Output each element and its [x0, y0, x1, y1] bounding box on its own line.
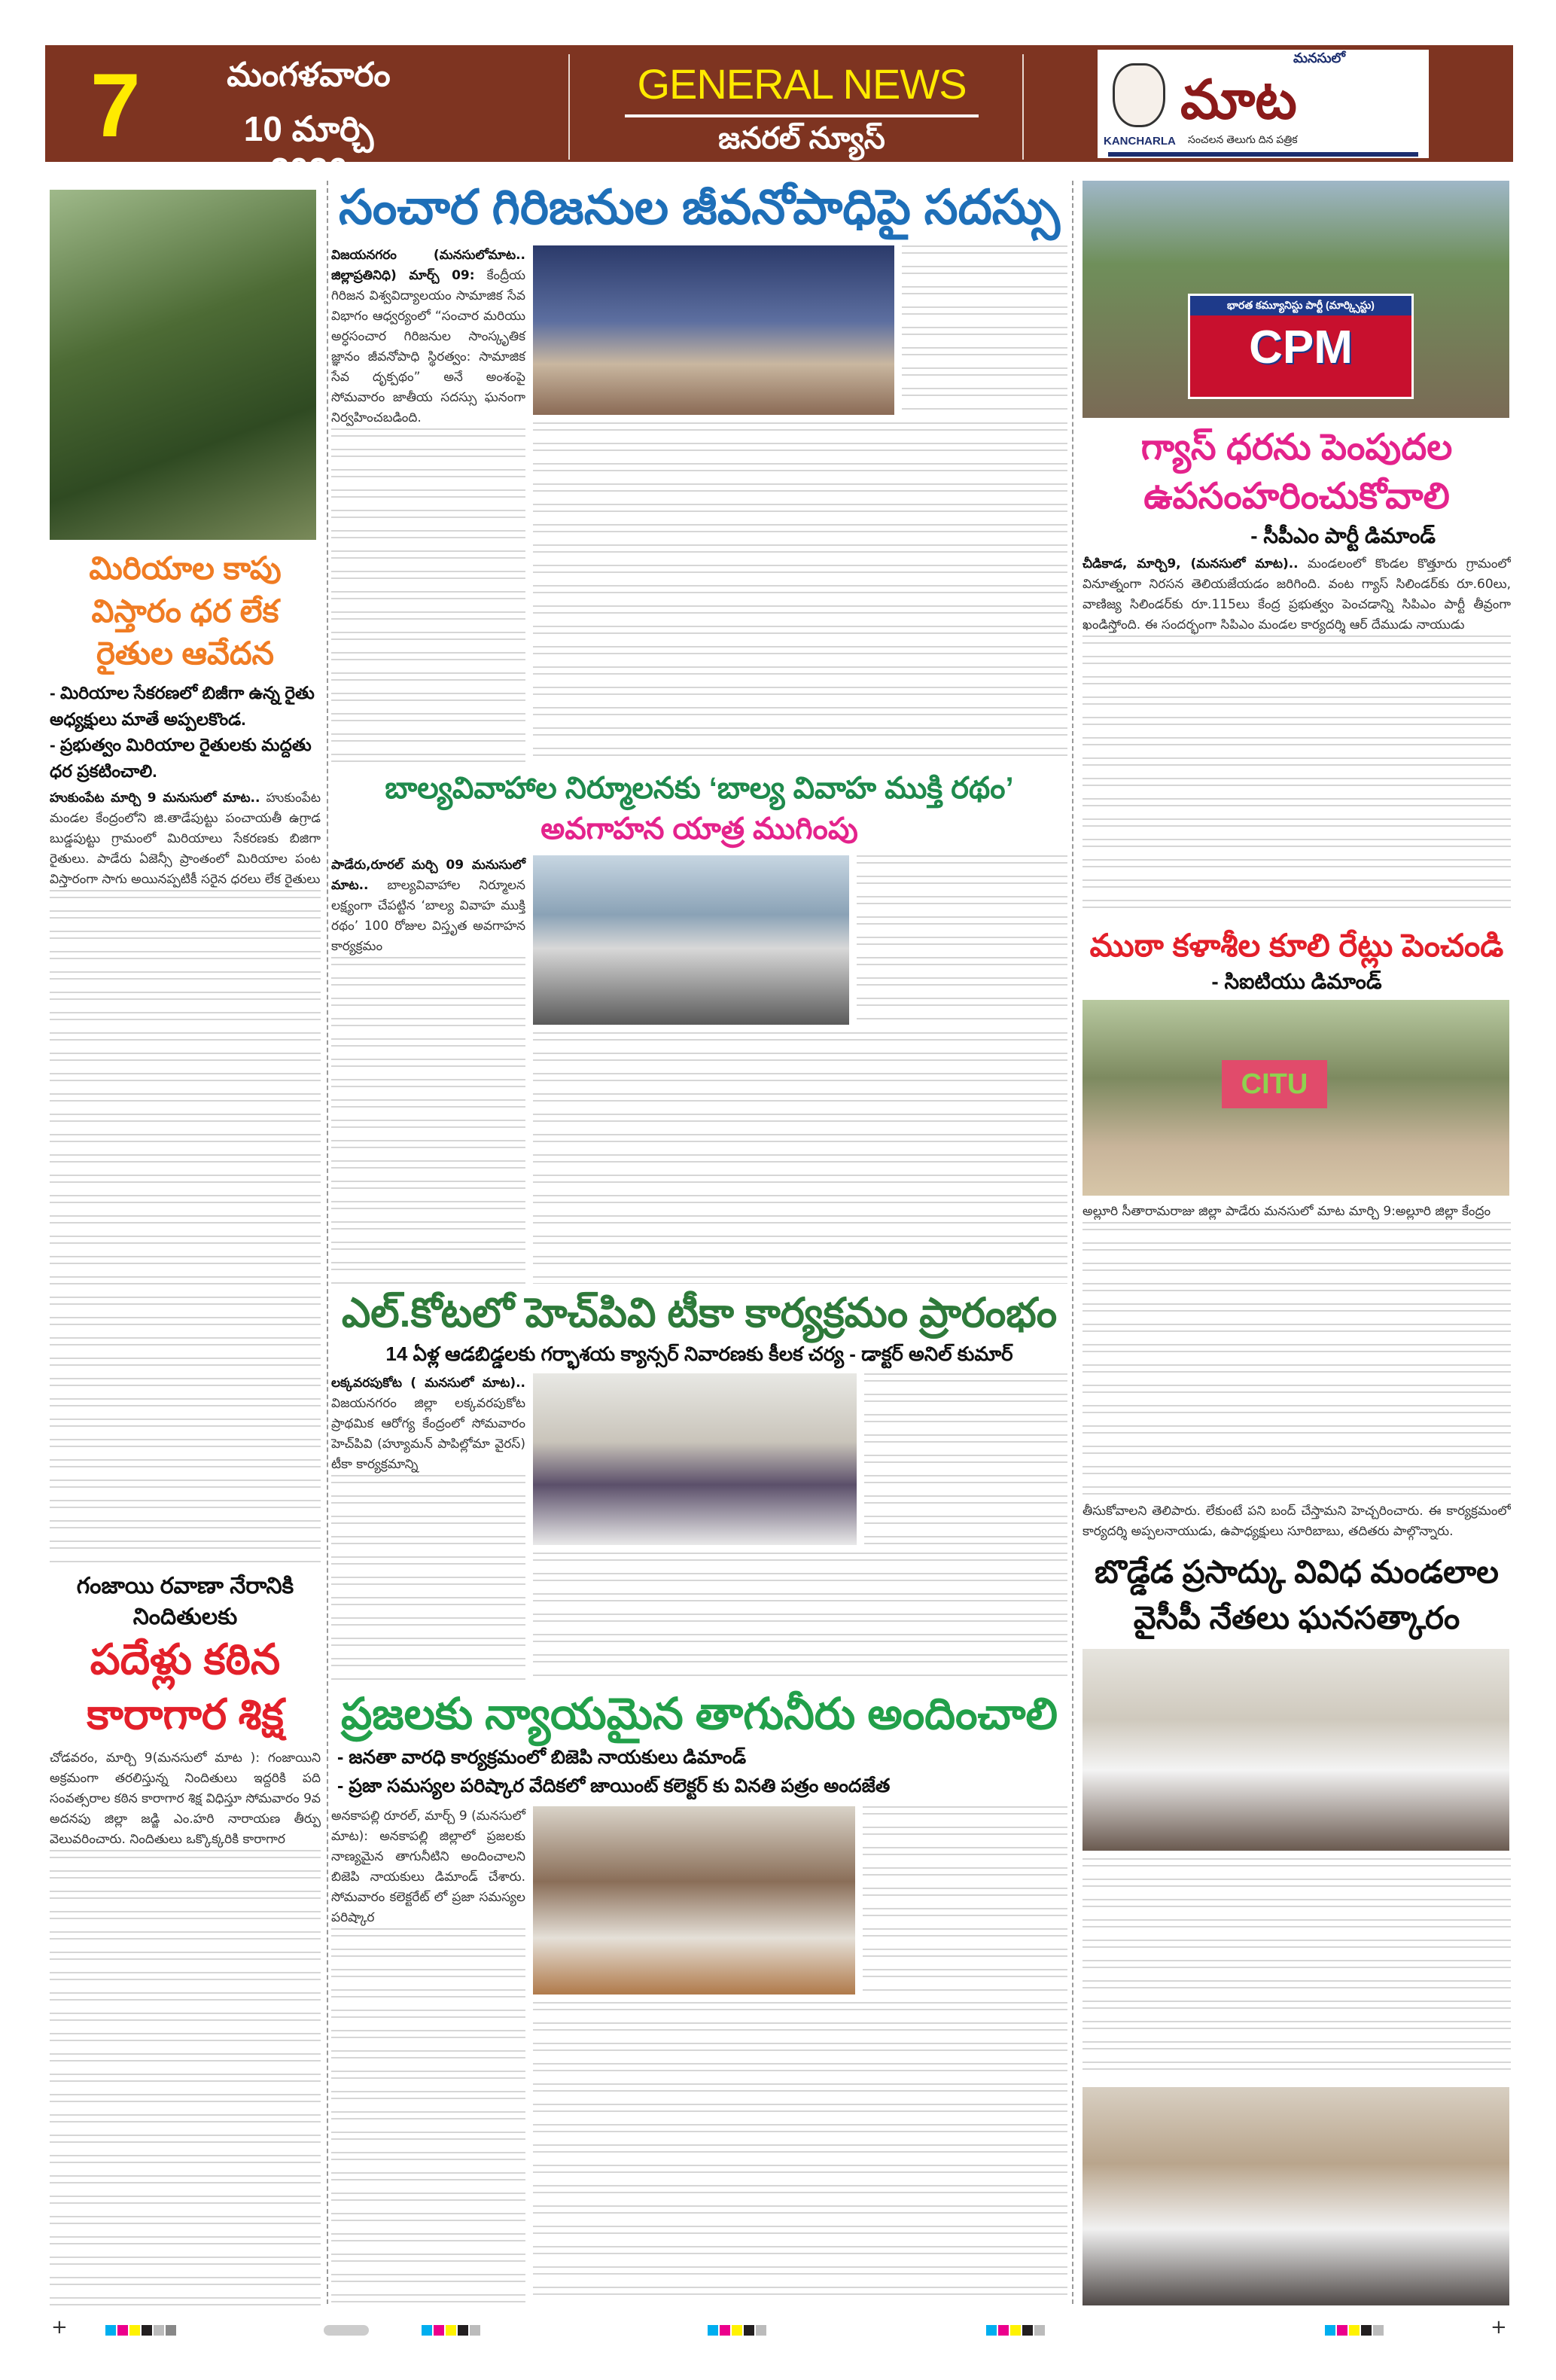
pepper-story	[50, 190, 321, 1564]
issue-date: 10 మార్చి 2026	[243, 109, 374, 190]
cpm-headline: గ్యాస్ ధరను పెంపుదల ఉపసంహరించుకోవాలి	[1140, 428, 1453, 517]
bullet: - ప్రభుత్వం మిరియాల రైతులకు మద్దతు ధర ప్రకటించాలి.	[50, 735, 312, 781]
text-continuation	[533, 422, 1067, 763]
print-registration-strip	[45, 2316, 1513, 2339]
banner-text: భారత కమ్యూనిస్టు పార్టీ (మార్క్సిస్టు)	[1190, 296, 1411, 315]
seminar-photo-row	[533, 245, 1067, 415]
hpv-headline: ఎల్.కోటలో హెచ్‌పివి టీకా కార్యక్రమం ప్రారంభం	[341, 1291, 1058, 1336]
felicitation-photo	[1083, 1649, 1509, 1851]
section-title-en: GENERAL NEWS	[637, 60, 967, 108]
hpv-story	[331, 1286, 1067, 1681]
hpv-content	[331, 1373, 1067, 1681]
ysrcp-story	[1083, 1550, 1511, 2305]
text-continuation	[50, 890, 321, 1564]
section-title-te: జనరల్ న్యూస్	[718, 122, 885, 155]
article-paragraph	[331, 855, 525, 957]
article-text: కేంద్రీయ గిరిజన విశ్వవిద్యాలయం సామాజిక సేవ విభాగం ఆధ్వర్యంలో “సంచార మరియు అర్ధసంచార గిరిజనుల సాంస్కృతిక జ్ఞానం జీవనోపాధి స్థిరత్వం: సామాజిక సేవ దృక్పథం” అనే అంశంపై సోమవారం జాతీయ సదస్సు ఘనంగా నిర్వహించబడింది.	[331, 268, 525, 426]
text-continuation	[1083, 635, 1511, 920]
article-paragraph	[1083, 554, 1511, 635]
logo-title: మాట	[1180, 70, 1297, 130]
article-paragraph	[331, 1806, 525, 1928]
pepper-article-body	[50, 788, 321, 1564]
cpm-story	[1083, 181, 1511, 920]
water-content	[331, 1806, 1067, 2306]
color-bar	[708, 2322, 768, 2336]
water-headline: ప్రజలకు న్యాయమైన తాగునీరు అందించాలి	[340, 1690, 1058, 1739]
hpv-article-body	[331, 1373, 525, 1681]
hpv-subheadline: 14 ఏళ్ల ఆడబిడ్డలకు గర్భాశయ క్యాన్సర్ నివారణకు కీలక చర్య - డాక్టర్ అనిల్ కుమార్	[385, 1342, 1013, 1365]
ysrcp-headline: బొడ్డేడ ప్రసాద్కు వివిధ మండలాల వైసీపీ నేతలు ఘనసత్కారం	[1095, 1554, 1499, 1635]
hpv-photo-row	[533, 1373, 1067, 1545]
seminar-side	[533, 245, 1067, 763]
cpm-banner	[1188, 294, 1414, 399]
water-photo-row	[533, 1806, 1067, 1995]
page-number: 7	[90, 55, 141, 156]
ysrcp-group-photo	[1083, 2087, 1509, 2305]
pepper-bullets	[50, 680, 321, 784]
dateline: చోడవరం, మార్చి 9(మనసులో మాట ):	[50, 1750, 260, 1766]
text-continuation	[50, 1850, 321, 2305]
text-continuation	[331, 957, 525, 1284]
child-marriage-subheadline: అవగాహన యాత్ర ముగింపు	[540, 812, 858, 846]
text-continuation	[533, 1553, 1067, 1681]
divider	[568, 54, 570, 160]
ganja-article-body	[50, 1748, 321, 2305]
child-marriage-article-body	[331, 855, 525, 1284]
citu-article-body	[1083, 1202, 1511, 1542]
issue-day: మంగళవారం	[227, 56, 391, 93]
child-marriage-headline: బాల్యవివాహాల నిర్మూలనకు ‘బాల్య వివాహ ముక్తి రథం’	[385, 772, 1014, 805]
text-continuation	[864, 1373, 1067, 1545]
article-paragraph	[50, 1748, 321, 1850]
portrait-icon	[1113, 63, 1165, 127]
cpm-protest-photo	[1083, 181, 1509, 418]
column-divider	[1072, 181, 1073, 2304]
logo-tagline: సంచలన తెలుగు దిన పత్రిక	[1188, 133, 1298, 145]
citu-banner: CITU	[1222, 1060, 1327, 1108]
water-story	[331, 1685, 1067, 2306]
dateline: అనకాపల్లి రూరల్, మార్చ్ 9 (మనసులో మాట):	[331, 1809, 525, 1845]
color-bar	[986, 2322, 1046, 2336]
water-article-body	[331, 1806, 525, 2306]
text-continuation	[533, 1032, 1067, 1284]
newspaper-logo	[1098, 50, 1429, 158]
seminar-article-body	[331, 245, 525, 763]
text-continuation	[331, 1475, 525, 1681]
article-text: గంజాయిని అక్రమంగా తరలిస్తున్న నిందితులు ఇద్దరికి పది సంవత్సరాల కఠిన కారాగార శిక్ష విధిస్తూ సోమవారం 9వ అదనపు జిల్లా జడ్జి ఎం.హరి నారాయణ తీర్పు వెలువరించారు. నిందితులు ఒక్కొక్కరికి కారాగార	[50, 1750, 321, 1847]
article-text: హుకుంపేట మండల కేంద్రంలోని జి.తాడేపుట్టు పంచాయతీ ఉగ్రాడ బుడ్డపుట్టు గ్రామంలో మిరియాలు సేకరణకు బిజిగా రైతులు. పాడేరు ఏజెన్సీ ప్రాంతంలో మిరియాల పంట విస్తారంగా సాగు అయినప్పటికీ సరైన ధరలు లేక రైతులు	[50, 791, 321, 888]
logo-prefix: మనసులో	[1293, 50, 1346, 66]
child-marriage-story	[331, 768, 1067, 1284]
dateline: చీడికాడ, మార్చి9, (మనసులో మాట)..	[1083, 556, 1299, 572]
bullet: - మిరియాల సేకరణలో బిజీగా ఉన్న రైతు అధ్యక్షులు మాతే అప్పలకొండ.	[50, 683, 315, 729]
article-text: అనకాపల్లి జిల్లాలో ప్రజలకు నాణ్యమైన తాగునీటిని అందించాలని బిజెపి నాయకులు డిమాండ్ చేశారు. సోమవారం కలెక్టరేట్ లో ప్రజా సమస్యల పరిష్కార	[331, 1829, 525, 1926]
ganja-headline: పదేళ్లు కఠిన కారాగార శిక్ష	[87, 1635, 284, 1738]
child-marriage-content	[331, 855, 1067, 1284]
color-bar	[105, 2322, 178, 2336]
article-text: బాల్యవివాహాల నిర్మూలన లక్ష్యంగా చేపట్టిన ‘బాల్య వివాహ ముక్తి రథం’ 100 రోజుల విస్తృత అవగాహన కార్యక్రమం	[331, 878, 525, 954]
dateline: విజయనగరం (మనసులోమాట.. జిల్లాప్రతినిధి) మార్చ్ 09:	[331, 248, 525, 284]
water-side	[533, 1806, 1067, 2306]
child-marriage-side	[533, 855, 1067, 1284]
seminar-story	[331, 175, 1067, 763]
text-continuation	[857, 855, 1067, 1025]
water-bullets	[331, 1744, 1067, 1800]
color-bar	[1325, 2322, 1385, 2336]
text-continuation	[902, 245, 1067, 415]
seminar-content	[331, 245, 1067, 763]
bullet: - జనతా వారధి కార్యక్రమంలో బిజెపి నాయకులు డిమాండ్	[337, 1747, 747, 1769]
hpv-side	[533, 1373, 1067, 1681]
vaccination-photo	[533, 1373, 857, 1545]
dateline: లక్కవరపుకోట ( మనసులో మాట)..	[331, 1375, 525, 1391]
ysrcp-article-body	[1083, 1858, 1511, 2080]
awareness-rally-photo	[533, 855, 849, 1025]
ganja-kicker: గంజాయి రవాణా నేరానికి నిందితులకు	[76, 1574, 294, 1629]
text-continuation	[1083, 1222, 1511, 1501]
seminar-headline: సంచార గిరిజనుల జీవనోపాధిపై సదస్సు	[338, 180, 1061, 234]
cpm-subheadline: - సీపీఎం పార్టీ డిమాండ్	[1250, 523, 1436, 547]
divider	[1022, 54, 1024, 160]
bullet: - ప్రజా సమస్యల పరిష్కార వేదికలో జాయింట్ కలెక్టర్ కు వినతి పత్రం అందజేత	[337, 1775, 891, 1796]
pepper-headline: మిరియాల కాపు విస్తారం ధర లేక రైతుల ఆవేదన	[89, 550, 282, 672]
ganja-story	[50, 1571, 321, 2305]
citu-article-closing: తీసుకోవాలని తెలిపారు. లేకుంటే పని బంద్ చేస్తామని హెచ్చరించారు. ఈ కార్యక్రమంలో కార్యదర్శి అప్పలనాయుడు, ఉపాధ్యక్షులు సూరిబాబు, తదితరు పాల్గొన్నారు.	[1083, 1504, 1511, 1539]
citu-protest-photo	[1083, 1000, 1509, 1196]
color-bar	[324, 2322, 370, 2336]
article-paragraph	[331, 245, 525, 428]
text-continuation	[533, 2002, 1067, 2306]
crop-mark-icon: +	[51, 2316, 68, 2339]
dateline: పాడేరు,రూరల్ మర్చి 09 మనుసులో మాట..	[331, 858, 525, 893]
article-text: విజయనగరం జిల్లా లక్కవరపుకోట ప్రాథమిక ఆరోగ్య కేంద్రంలో సోమవారం హెచ్‌పివి (హ్యూమన్ పాపిల్లోమా వైరస్) టీకా కార్యక్రమాన్ని	[331, 1395, 525, 1472]
column-divider	[327, 181, 328, 2304]
masthead	[45, 45, 1513, 190]
pepper-plant-photo	[50, 190, 316, 540]
banner-text: CPM	[1249, 321, 1353, 373]
dateline: హుకుంపేట మార్చి 9 మనుసులో మాట..	[50, 791, 260, 806]
article-paragraph	[50, 788, 321, 890]
crop-mark-icon: +	[1491, 2316, 1507, 2339]
divider	[625, 114, 979, 117]
cpm-article-body	[1083, 554, 1511, 920]
bjp-leaders-photo	[533, 1806, 855, 1995]
logo-name: KANCHARLA	[1104, 135, 1176, 148]
article-text: అల్లూరి సీతారామరాజు జిల్లా పాడేరు మనసులో మాట మార్చి 9:అల్లూరి జిల్లా కేంద్రం	[1083, 1204, 1491, 1220]
color-bar	[422, 2322, 482, 2336]
article-paragraph	[331, 1373, 525, 1475]
seminar-photo	[533, 245, 894, 415]
article-text: మండలంలో కొండల కొత్తూరు గ్రామంలో వినూత్నంగా నిరసన తెలియజేయడం జరిగింది. వంట గ్యాస్ సిలిండర్‌కు రూ.60లు, వాణిజ్య సిలిండర్‌కు రూ.115లు కేంద్ర ప్రభుత్వం పెంచడాన్ని సిపిఎం పార్టీ తీవ్రంగా ఖండిస్తోంది. ఈ సందర్భంగా సిపిఎం మండల కార్యదర్శి ఆర్ దేముడు నాయుడు	[1083, 556, 1511, 633]
text-continuation	[331, 1928, 525, 2306]
text-continuation	[863, 1806, 1067, 1995]
text-continuation	[331, 428, 525, 763]
text-continuation	[1083, 1858, 1511, 2080]
citu-subheadline: - సిఐటియు డిమాండ్	[1211, 969, 1382, 993]
child-marriage-photo-row	[533, 855, 1067, 1025]
citu-headline: ముఠా కళాశీల కూలి రేట్లు పెంచండి	[1089, 928, 1504, 963]
citu-story	[1083, 925, 1511, 1542]
logo-bar	[1108, 152, 1418, 157]
